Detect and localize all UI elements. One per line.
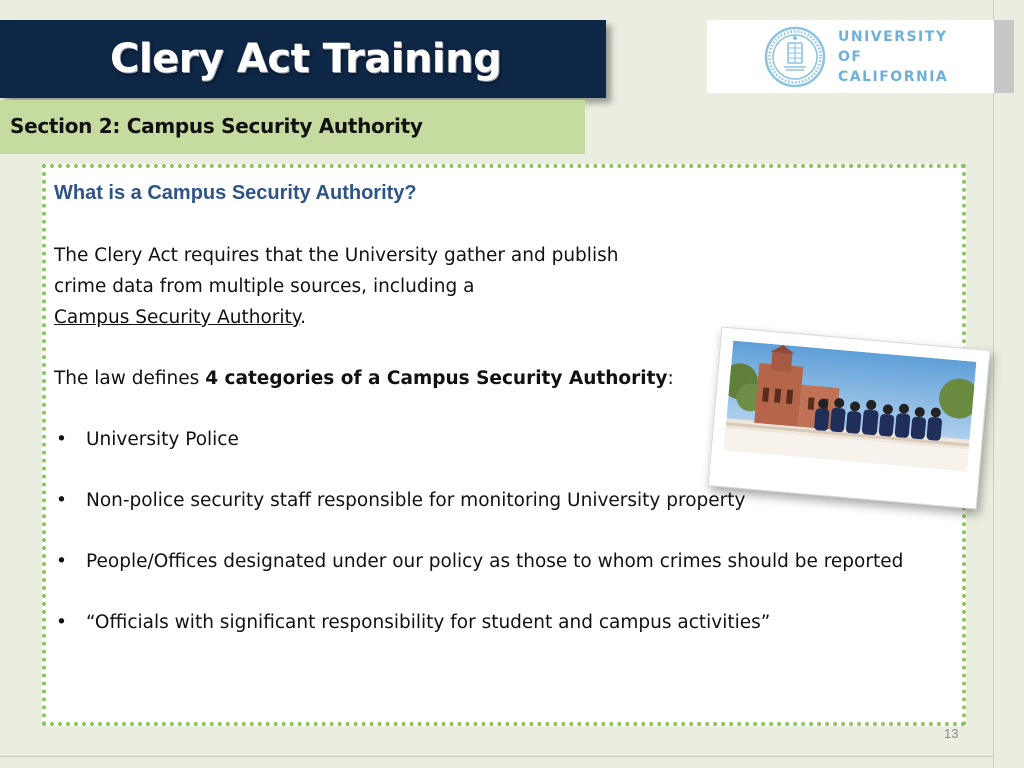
- intro-line-1: The Clery Act requires that the University gather and publish: [54, 245, 619, 266]
- law-bold: 4 categories of a Campus Security Authority: [205, 368, 668, 389]
- content-panel: [42, 164, 966, 726]
- list-item: • Non-police security staff responsible for monitoring University property: [54, 485, 934, 516]
- list-item: • “Officials with significant responsibility for student and campus activities”: [54, 607, 934, 638]
- logo-line-2: OF: [838, 49, 863, 65]
- logo-line-1: UNIVERSITY: [838, 29, 948, 45]
- section-title: Section 2: Campus Security Authority: [10, 114, 423, 138]
- list-item: • People/Offices designated under our policy as those to whom crimes should be reported: [54, 546, 934, 577]
- campus-photo: [708, 327, 991, 510]
- university-logo: [707, 20, 997, 93]
- slide-title: Clery Act Training: [110, 36, 502, 82]
- law-statement: [54, 363, 674, 394]
- list-item: • University Police: [54, 424, 934, 455]
- section-band: [0, 100, 585, 154]
- bottom-divider: [0, 756, 994, 757]
- intro-line-2: crime data from multiple sources, including a: [54, 276, 475, 297]
- university-seal-icon: [764, 26, 826, 88]
- intro-period: .: [300, 307, 306, 328]
- title-banner: [0, 20, 606, 98]
- law-suffix: :: [667, 368, 674, 389]
- content-heading: What is a Campus Security Authority?: [54, 182, 417, 204]
- intro-paragraph: [54, 240, 694, 333]
- law-prefix: The law defines: [54, 368, 206, 389]
- page-number: 13: [944, 726, 959, 741]
- logo-line-3: CALIFORNIA: [838, 69, 949, 85]
- csa-link[interactable]: Campus Security Authority: [54, 307, 301, 328]
- campus-graduates-image: [724, 341, 977, 472]
- right-divider: [993, 0, 994, 768]
- logo-side-tab: [994, 20, 1014, 93]
